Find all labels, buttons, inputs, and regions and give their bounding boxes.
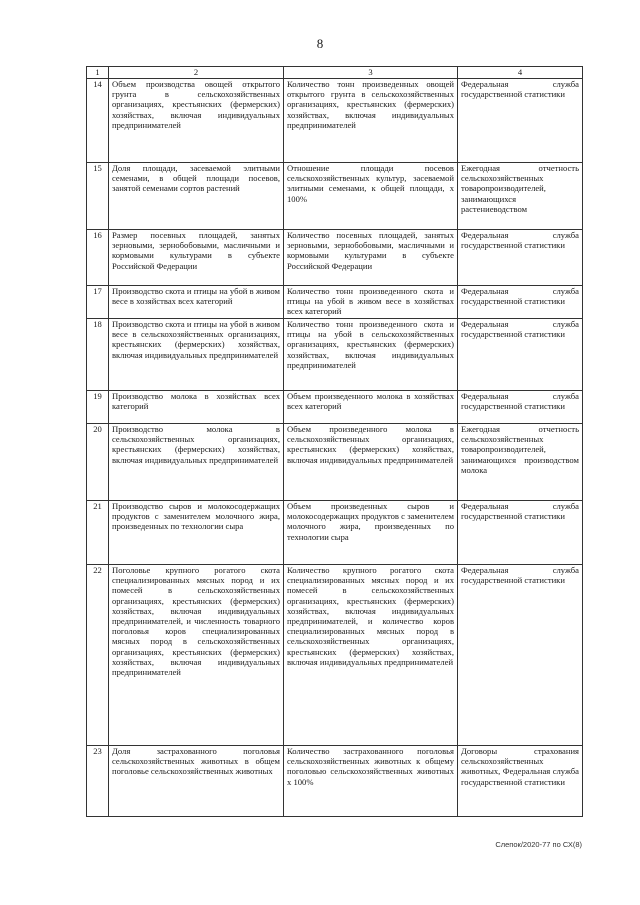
row-number-cell: 19 xyxy=(87,391,109,424)
header-cell-col1: 1 xyxy=(87,67,109,79)
table-row xyxy=(87,391,583,424)
indicator-name-cell: Доля площади, засеваемой элитными семенами, в общей площади посевов, занятой семенами сортов растений xyxy=(109,163,284,230)
row-number-cell: 16 xyxy=(87,230,109,286)
row-number-cell: 18 xyxy=(87,319,109,391)
table-row xyxy=(87,319,583,391)
table-row xyxy=(87,746,583,817)
table-row xyxy=(87,79,583,163)
row-number-cell: 17 xyxy=(87,286,109,319)
indicator-name-cell: Объем производства овощей открытого грунта в сельскохозяйственных организациях, крестьянских (фермерских) хозяйствах, включая индивидуальных предпринимателей xyxy=(109,79,284,163)
data-source-cell: Федеральная служба государственной статистики xyxy=(458,230,583,286)
header-cell-col3: 3 xyxy=(284,67,458,79)
indicator-definition-cell: Количество крупного рогатого скота специализированных мясных пород и их помесей в сельскохозяйственных организациях, крестьянских (фермерских) хозяйствах, включая индивидуальных предпринимателей, и количество коров специализированных мясных пород в сельскохозяйственных организациях, крестьянских (фермерских) хозяйствах, включая индивидуальных предпринимателей xyxy=(284,565,458,746)
indicator-name-cell: Производство молока в хозяйствах всех категорий xyxy=(109,391,284,424)
data-source-cell: Ежегодная отчетность сельскохозяйственных товаропроизводителей, занимающихся производством молока xyxy=(458,424,583,501)
row-number-cell: 23 xyxy=(87,746,109,817)
table-row xyxy=(87,230,583,286)
header-cell-col4: 4 xyxy=(458,67,583,79)
indicators-table xyxy=(86,66,583,817)
indicator-definition-cell: Объем произведенных сыров и молокосодержащих продуктов с заменителем молочного жира, произведенных по технологии сыра xyxy=(284,501,458,565)
row-number-cell: 21 xyxy=(87,501,109,565)
table-header-row xyxy=(87,67,583,79)
indicator-name-cell: Производство скота и птицы на убой в живом весе в хозяйствах всех категорий xyxy=(109,286,284,319)
indicator-definition-cell: Количество застрахованного поголовья сельскохозяйственных животных к общему поголовью сельскохозяйственных животных х 100% xyxy=(284,746,458,817)
data-source-cell: Ежегодная отчетность сельскохозяйственных товаропроизводителей, занимающихся растениеводством xyxy=(458,163,583,230)
indicator-name-cell: Производство молока в сельскохозяйственных организациях, крестьянских (фермерских) хозяйствах, включая индивидуальных предпринимателей xyxy=(109,424,284,501)
row-number-cell: 22 xyxy=(87,565,109,746)
indicator-name-cell: Поголовье крупного рогатого скота специализированных мясных пород и их помесей в сельскохозяйственных организациях, крестьянских (фермерских) хозяйствах, включая индивидуальных предпринимателей, и численность товарного поголовья коров специализированных мясных пород в сельскохозяйственных организациях, крестьянских (фермерских) хозяйствах, включая индивидуальных предпринимателей xyxy=(109,565,284,746)
row-number-cell: 20 xyxy=(87,424,109,501)
indicator-name-cell: Доля застрахованного поголовья сельскохозяйственных животных в общем поголовье сельскохозяйственных животных xyxy=(109,746,284,817)
table-row xyxy=(87,565,583,746)
table-row xyxy=(87,286,583,319)
header-cell-col2: 2 xyxy=(109,67,284,79)
indicator-name-cell: Производство сыров и молокосодержащих продуктов с заменителем молочного жира, произведенных по технологии сыра xyxy=(109,501,284,565)
row-number-cell: 14 xyxy=(87,79,109,163)
indicator-definition-cell: Объем произведенного молока в хозяйствах всех категорий xyxy=(284,391,458,424)
indicator-definition-cell: Количество посевных площадей, занятых зерновыми, зернобобовыми, масличными и кормовыми культурами в субъекте Российской Федерации xyxy=(284,230,458,286)
data-source-cell: Федеральная служба государственной статистики xyxy=(458,79,583,163)
indicator-definition-cell: Объем произведенного молока в сельскохозяйственных организациях, крестьянских (фермерских) хозяйствах, включая индивидуальных предпринимателей xyxy=(284,424,458,501)
data-source-cell: Федеральная служба государственной статистики xyxy=(458,286,583,319)
data-source-cell: Федеральная служба государственной статистики xyxy=(458,501,583,565)
data-source-cell: Федеральная служба государственной статистики xyxy=(458,391,583,424)
indicator-definition-cell: Количество тонн произведенного скота и птицы на убой в сельскохозяйственных организациях, крестьянских (фермерских) хозяйствах, включая индивидуальных предпринимателей xyxy=(284,319,458,391)
data-source-cell: Федеральная служба государственной статистики xyxy=(458,319,583,391)
footer-stamp: Слепок/2020-77 по СХ(8) xyxy=(495,840,582,849)
indicator-name-cell: Производство скота и птицы на убой в живом весе в сельскохозяйственных организациях, крестьянских (фермерских) хозяйствах, включая индивидуальных предпринимателей xyxy=(109,319,284,391)
page-number: 8 xyxy=(316,36,324,51)
table-row xyxy=(87,163,583,230)
data-source-cell: Договоры страхования сельскохозяйственных животных, Федеральная служба государственной статистики xyxy=(458,746,583,817)
data-source-cell: Федеральная служба государственной статистики xyxy=(458,565,583,746)
table-row xyxy=(87,424,583,501)
indicator-definition-cell: Отношение площади посевов сельскохозяйственных культур, засеваемой элитными семенами, к общей площади, х 100% xyxy=(284,163,458,230)
table-row xyxy=(87,501,583,565)
indicator-definition-cell: Количество тонн произведенных овощей открытого грунта в сельскохозяйственных организациях, крестьянских (фермерских) хозяйствах, включая индивидуальных предпринимателей xyxy=(284,79,458,163)
row-number-cell: 15 xyxy=(87,163,109,230)
indicator-definition-cell: Количество тонн произведенного скота и птицы на убой в живом весе в хозяйствах всех категорий xyxy=(284,286,458,319)
indicator-name-cell: Размер посевных площадей, занятых зерновыми, зернобобовыми, масличными и кормовыми культурами в субъекте Российской Федерации xyxy=(109,230,284,286)
